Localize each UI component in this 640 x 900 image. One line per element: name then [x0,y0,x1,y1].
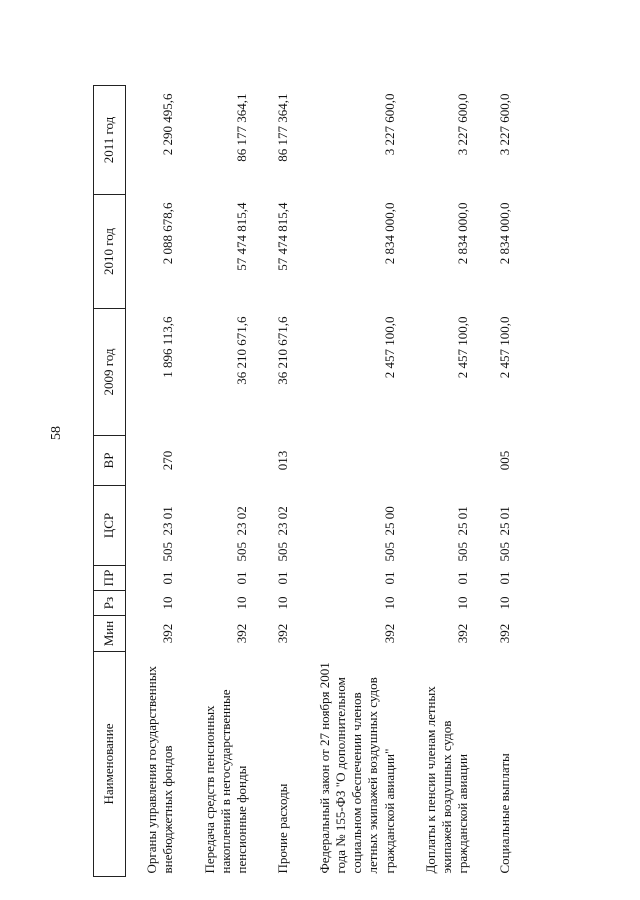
row-2010: 57 474 815,4 [275,202,291,271]
row-min: 392 [234,623,249,644]
row-rz: 10 [160,596,176,610]
row-2010: 2 834 000,0 [455,202,471,265]
row-csr: 505 25 01 [455,506,471,562]
header-vr: ВР [94,436,126,486]
row-rz: 10 [496,596,512,610]
row-vr: 005 [496,450,512,471]
row-2010: 57 474 815,4 [234,202,249,271]
row-vr: 270 [160,450,176,471]
header-2011: 2011 год [94,86,126,195]
row-2009: 36 210 671,6 [275,316,291,385]
page-number: 58 [49,426,64,440]
table-row [481,86,522,877]
row-name: Социальные выплаты [496,753,512,874]
row-2011: 3 227 600,0 [496,93,512,156]
row-csr: 505 23 01 [160,506,176,562]
row-min: 392 [275,623,291,644]
row-vr: 013 [275,450,291,471]
row-2009: 2 457 100,0 [381,316,397,379]
row-pr: 01 [455,571,471,585]
row-name: Органы управления государственных внебюджетных фондов [144,666,176,874]
row-min: 392 [496,623,512,644]
header-2010: 2010 год [94,195,126,309]
row-csr: 505 23 02 [275,506,291,562]
row-name: Доплаты к пенсии членам летных экипажей воздушных судов гражданской авиации [422,686,471,874]
header-pr: ПР [94,566,126,591]
row-2009: 2 457 100,0 [496,316,512,379]
row-2009: 1 896 113,6 [160,316,176,378]
row-name: Федеральный закон от 27 ноября 2001 года № 155-ФЗ "О дополнительном социальном обеспечении членов летных экипажей воздушных судов гражданской авиации" [316,662,397,874]
row-2011: 3 227 600,0 [381,93,397,156]
row-2010: 2 088 678,6 [160,202,176,265]
row-2009: 2 457 100,0 [455,316,471,379]
row-vr [407,436,481,486]
row-name: Прочие расходы [275,783,291,874]
row-min: 392 [381,623,397,644]
row-2011: 3 227 600,0 [455,93,471,156]
row-2010: 2 834 000,0 [496,202,512,265]
row-min: 392 [455,623,471,644]
table-row [407,86,481,877]
table-row [126,86,186,877]
row-2011: 86 177 364,1 [275,93,291,162]
table-row [259,86,300,877]
table-row [186,86,260,877]
header-name: Наименование [94,652,126,877]
row-pr: 01 [496,571,512,585]
row-min: 392 [160,623,176,644]
row-name: Передача средств пенсионных накоплений в негосударственные пенсионные фонды [201,689,249,874]
row-2011: 86 177 364,1 [234,93,249,162]
header-rz: Рз [94,591,126,616]
row-csr: 505 25 01 [496,506,512,562]
table-header-row [94,86,126,877]
row-rz: 10 [275,596,291,610]
table-row [301,86,407,877]
header-2009: 2009 год [94,309,126,436]
row-pr: 01 [234,571,249,585]
row-rz: 10 [234,596,249,610]
row-pr: 01 [275,571,291,585]
row-csr: 505 23 02 [234,506,249,562]
header-min: Мин [94,616,126,652]
row-pr: 01 [160,571,176,585]
row-2011: 2 290 495,6 [160,93,176,156]
row-2010: 2 834 000,0 [381,202,397,265]
row-rz: 10 [381,596,397,610]
row-vr [186,436,260,486]
budget-table [93,85,522,877]
row-csr: 505 25 00 [381,506,397,562]
budget-table-container [93,0,640,877]
row-vr [301,436,407,486]
row-pr: 01 [381,571,397,585]
header-csr: ЦСР [94,486,126,566]
row-rz: 10 [455,596,471,610]
row-2009: 36 210 671,6 [234,316,249,385]
